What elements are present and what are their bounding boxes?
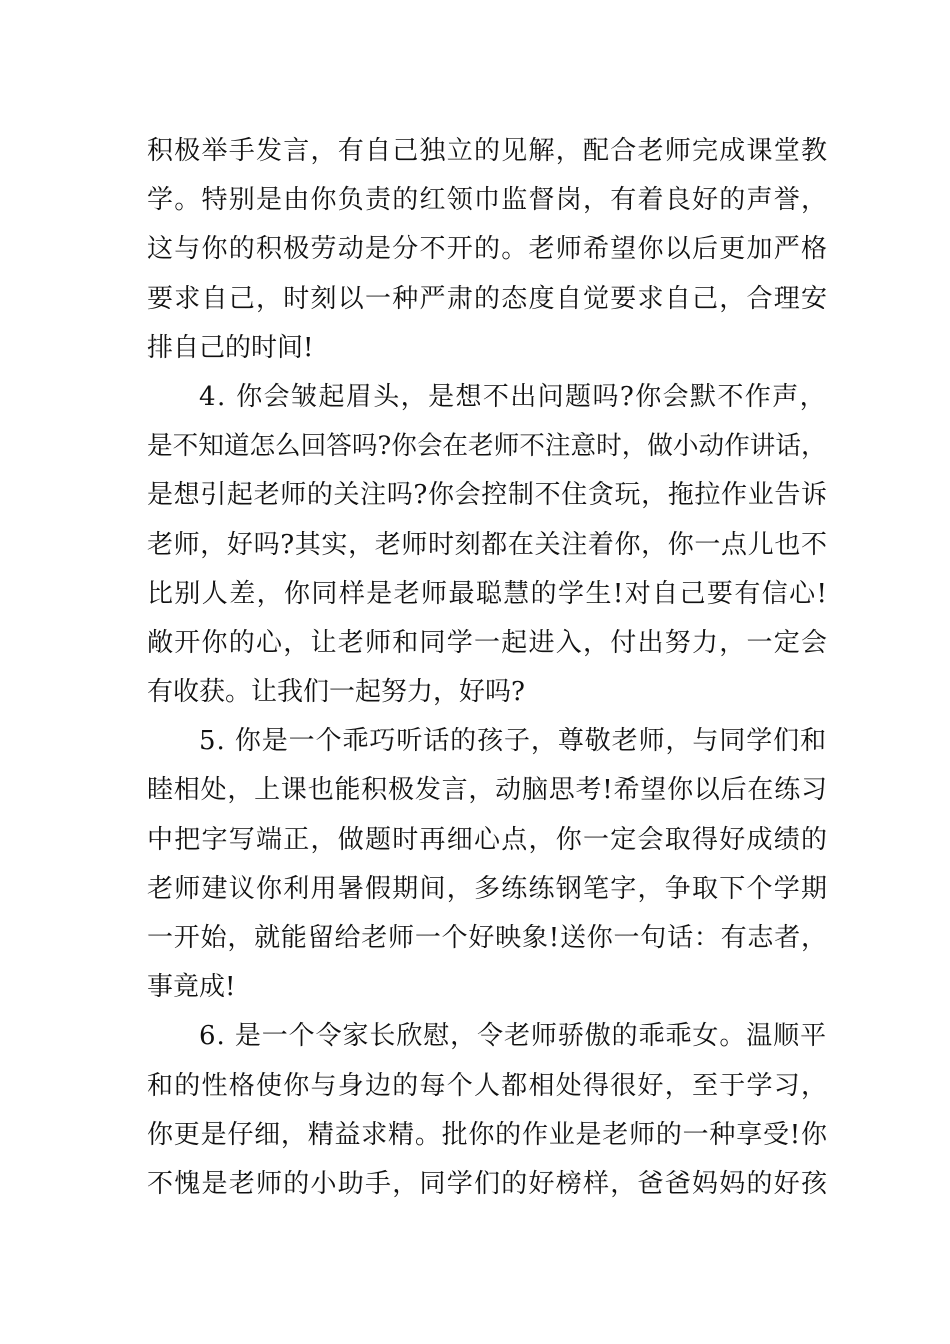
text-line: 积极举手发言，有自己独立的见解，配合老师完成课堂教 xyxy=(147,136,829,166)
text-line: 学。特别是由你负责的红领巾监督岗，有着良好的声誉， xyxy=(147,185,829,216)
text-line: 老师建议你利用暑假期间，多练练钢笔字，争取下个学期 xyxy=(147,873,829,904)
text-line: 你更是仔细，精益求精。批你的作业是老师的一种享受!你 xyxy=(147,1119,828,1150)
text-line: 这与你的积极劳动是分不开的。老师希望你以后更加严格 xyxy=(147,234,829,265)
text-line: 有收获。让我们一起努力，好吗? xyxy=(147,677,525,708)
paragraph-start-line: 6. 是一个令家长欣慰，令老师骄傲的乖乖女。温顺平 xyxy=(199,1021,827,1052)
text-line: 事竟成! xyxy=(147,972,236,1003)
text-line: 中把字写端正，做题时再细心点，你一定会取得好成绩的 xyxy=(147,824,829,855)
paragraph-start-line: 5. 你是一个乖巧听话的孩子，尊敬老师，与同学们和 xyxy=(199,726,827,757)
paragraph-start-line: 4. 你会皱起眉头，是想不出问题吗?你会默不作声， xyxy=(199,381,827,412)
text-line: 和的性格使你与身边的每个人都相处得很好，至于学习， xyxy=(147,1070,829,1101)
text-line: 要求自己，时刻以一种严肃的态度自觉要求自己，合理安 xyxy=(147,283,829,314)
text-line: 是不知道怎么回答吗?你会在老师不注意时，做小动作讲话， xyxy=(147,431,827,462)
text-line: 排自己的时间! xyxy=(147,332,314,363)
text-line: 睦相处，上课也能积极发言，动脑思考!希望你以后在练习 xyxy=(147,775,828,806)
text-line: 是想引起老师的关注吗?你会控制不住贪玩，拖拉作业告诉 xyxy=(147,480,828,511)
text-line: 一开始，就能留给老师一个好映象!送你一句话：有志者， xyxy=(147,923,828,953)
text-line: 比别人差，你同样是老师最聪慧的学生!对自己要有信心! xyxy=(147,578,829,609)
text-line: 老师，好吗?其实，老师时刻都在关注着你，你一点儿也不 xyxy=(147,529,828,560)
body-text xyxy=(147,127,827,1209)
text-line: 不愧是老师的小助手，同学们的好榜样，爸爸妈妈的好孩 xyxy=(147,1168,829,1199)
text-line: 敞开你的心，让老师和同学一起进入，付出努力，一定会 xyxy=(147,627,829,658)
